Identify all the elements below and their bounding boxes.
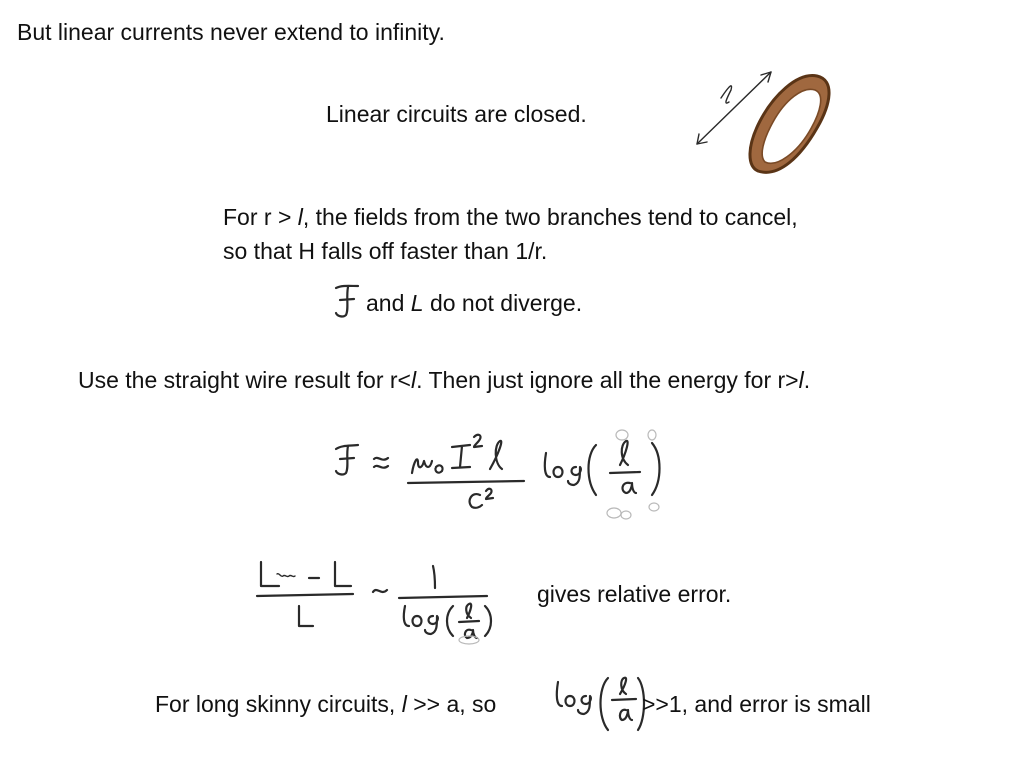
long-skinny-text-1: For long skinny circuits,: [155, 691, 402, 717]
long-skinny-line: [155, 690, 496, 718]
var-l: l: [297, 204, 303, 230]
script-f-symbol: [332, 283, 362, 319]
log-l-over-a-inline: [548, 672, 648, 736]
closed-loop-sketch: [685, 66, 845, 186]
loop-inner: [762, 89, 820, 163]
script-l-label: [721, 86, 732, 103]
gives-relative-error-text: gives relative error.: [537, 581, 732, 607]
fields-cancel-line: [223, 203, 798, 231]
error-small-text: >>1, and error is small: [642, 691, 871, 717]
closed-circuit-statement: Linear circuits are closed.: [326, 101, 587, 127]
straight-wire-line: [78, 366, 810, 394]
falloff-line: so that H falls off faster than 1/r.: [223, 238, 548, 264]
straight-wire-text-1: Use the straight wire result for r<: [78, 367, 411, 393]
long-skinny-text-2: >> a, so: [406, 691, 497, 717]
var-l-2: l: [798, 367, 804, 393]
straight-wire-text-2: . Then just ignore all the energy for r>: [416, 367, 799, 393]
var-l-3: l: [401, 691, 407, 717]
fields-cancel-text-1: For r >: [223, 204, 298, 230]
relative-error-formula: [255, 554, 505, 644]
slide-heading: But linear currents never extend to infinity.: [17, 19, 445, 45]
straight-wire-text-3: .: [803, 367, 811, 393]
var-L: L: [410, 290, 424, 316]
var-l-1: l: [410, 367, 417, 393]
fields-cancel-text-2: , the fields from the two branches tend to cancel,: [302, 204, 798, 230]
diverge-text-2: do not diverge.: [423, 290, 583, 316]
diverge-text-1: and: [366, 290, 411, 316]
do-not-diverge-line: [366, 289, 582, 317]
energy-formula: [330, 425, 690, 525]
